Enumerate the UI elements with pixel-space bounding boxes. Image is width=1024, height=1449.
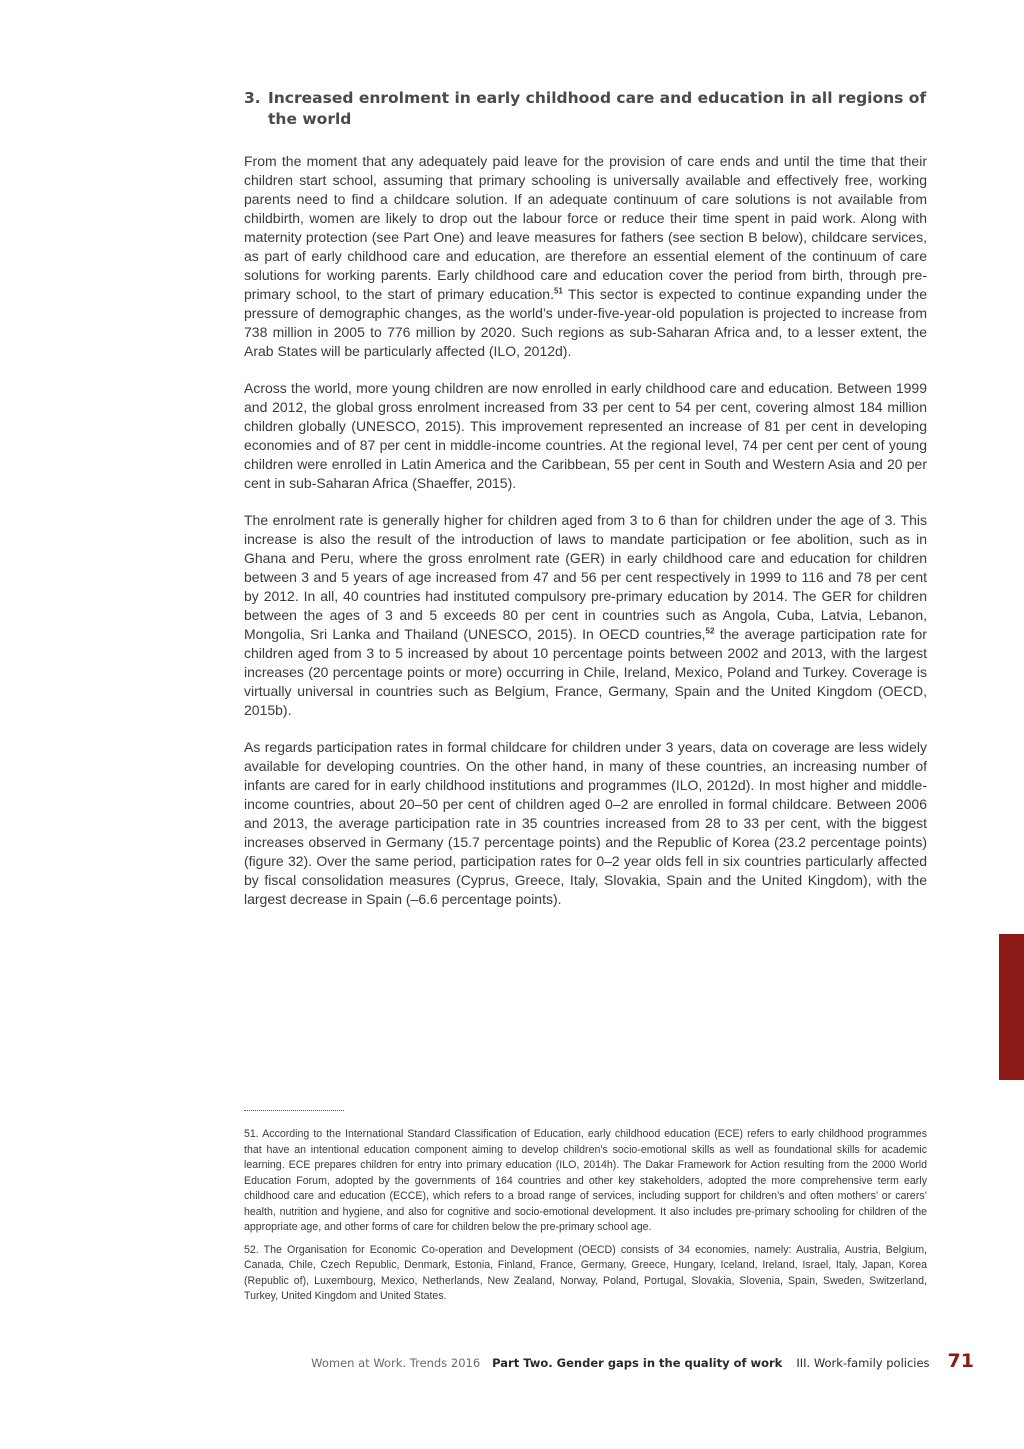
paragraph-1-text-after: This sector is expected to continue expanding under the pressure of demographic changes, as the world’s under-five-year-old population is projected to increase from 738 million in 2005 to 776 million by 2020. Such regions as sub-Saharan Africa and, to a lesser extent, the Arab States will be particularly affected (ILO, 2012d). (244, 286, 927, 359)
paragraph-3-text-after: the average participation rate for children aged from 3 to 5 increased by about 10 percentage points between 2002 and 2013, with the largest increases (20 percentage points or more) occurring in Chile, Ireland, Mexico, Poland and Turkey. Coverage is virtually universal in countries such as Belgium, France, Germany, Spain and the United Kingdom (OECD, 2015b). (244, 626, 927, 718)
page-number: 71 (947, 1350, 974, 1372)
footer-part: Part Two. Gender gaps in the quality of work (492, 1356, 783, 1370)
paragraph-4: As regards participation rates in formal childcare for children under 3 years, data on coverage are less widely available for developing countries. On the other hand, in many of these countries, an increasing number of infants are cared for in early childhood institutions and programmes (ILO, 2012d). In most higher and middle-income countries, about 20–50 per cent of children aged 0–2 are enrolled in formal childcare. Between 2006 and 2013, the average participation rate in 35 countries increased from 28 to 33 per cent, with the biggest increases observed in Germany (15.7 percentage points) and the Republic of Korea (23.2 percentage points) (figure 32). Over the same period, participation rates for 0–2 year olds fell in six countries particularly affected by fiscal consolidation measures (Cyprus, Greece, Italy, Slovakia, Spain and the United Kingdom), with the largest decrease in Spain (–6.6 percentage points). (244, 739, 927, 907)
section-number: 3. (244, 89, 261, 107)
footer-chapter: III. Work-family policies (796, 1356, 930, 1370)
footnote-text: According to the International Standard Classification of Education, early childhood education (ECE) refers to early childhood programmes that have an intentional education component aiming to develop children’s socio-emotional skills as well as foundational skills for academic learning. ECE prepares children for entry into primary education (ILO, 2014h). The Dakar Framework for Action resulting from the 2000 World Education Forum, adopted by the governments of 164 countries and other key stakeholders, adopted the more comprehensive term early childhood care and education (ECCE), which refers to a broad range of services, including support for children’s and often mothers’ or carers’ health, nutrition and hygiene, and also for cognitive and socio-emotional development. It also includes pre-primary schooling for children of the appropriate age, and other forms of care for children below the pre-primary school age. (244, 1128, 927, 1233)
footnote-text: The Organisation for Economic Co-operation and Development (OECD) consists of 34 economies, namely: Australia, Austria, Belgium, Canada, Chile, Czech Republic, Denmark, Estonia, Finland, France, Germany, Greece, Hungary, Iceland, Ireland, Israel, Italy, Japan, Korea (Republic of), Luxembourg, Mexico, Netherlands, New Zealand, Norway, Poland, Portugal, Slovakia, Slovenia, Spain, Sweden, Switzerland, Turkey, United Kingdom and United States. (244, 1243, 927, 1302)
paragraph-1 (244, 152, 927, 361)
footnote-51 (244, 1127, 927, 1236)
paragraph-3 (244, 511, 927, 720)
paragraph-2: Across the world, more young children are now enrolled in early childhood care and education. Between 1999 and 2012, the global gross enrolment increased from 33 per cent to 54 per cent, covering almost 184 million children globally (UNESCO, 2015). This improvement represented an increase of 81 per cent in developing economies and of 87 per cent in middle-income countries. At the regional level, 74 per cent per cent of young children were enrolled in Latin America and the Caribbean, 55 per cent in South and Western Asia and 20 per cent in sub-Saharan Africa (Shaeffer, 2015). (244, 380, 927, 491)
chapter-side-tab (999, 934, 1024, 1080)
page-footer (311, 1350, 974, 1374)
paragraph-3-text-before: The enrolment rate is generally higher for children aged from 3 to 6 than for children under the age of 3. This increase is also the result of the introduction of laws to mandate participation or fee abolition, such as in Ghana and Peru, where the gross enrolment rate (GER) in early childhood care and education for children between 3 and 5 years of age increased from 47 and 56 per cent respectively in 1999 to 116 and 78 per cent by 2012. In all, 40 countries had instituted compulsory pre-primary education by 2014. The GER for children between the ages of 3 and 5 exceeds 80 per cent in countries such as Angola, Cuba, Latvia, Lebanon, Mongolia, Sri Lanka and Thailand (UNESCO, 2015). In OECD countries, (244, 512, 927, 642)
section-heading (244, 88, 927, 130)
section-title: Increased enrolment in early childhood care and education in all regions of the world (268, 89, 927, 128)
footnotes (244, 1127, 927, 1312)
footnote-ref-52[interactable]: 52 (705, 626, 715, 636)
main-content (244, 88, 927, 927)
footnote-ref-51[interactable]: 51 (553, 286, 563, 296)
footnote-52 (244, 1243, 927, 1305)
footnote-number: 51. (244, 1128, 259, 1140)
footnote-number: 52. (244, 1243, 259, 1256)
footnote-divider (244, 1110, 344, 1111)
paragraph-1-text-before: From the moment that any adequately paid leave for the provision of care ends and until the time that their children start school, assuming that primary schooling is universally available and effectively free, working parents need to find a childcare solution. If an adequate continuum of care solutions is not available from childbirth, women are likely to drop out the labour force or reduce their time spent in paid work. Along with maternity protection (see Part One) and leave measures for fathers (see section B below), childcare services, as part of early childhood care and education, are therefore an essential element of the continuum of care solutions for working parents. Early childhood care and education cover the period from birth, through pre-primary school, to the start of primary education. (244, 153, 927, 302)
footer-publication: Women at Work. Trends 2016 (311, 1356, 481, 1370)
